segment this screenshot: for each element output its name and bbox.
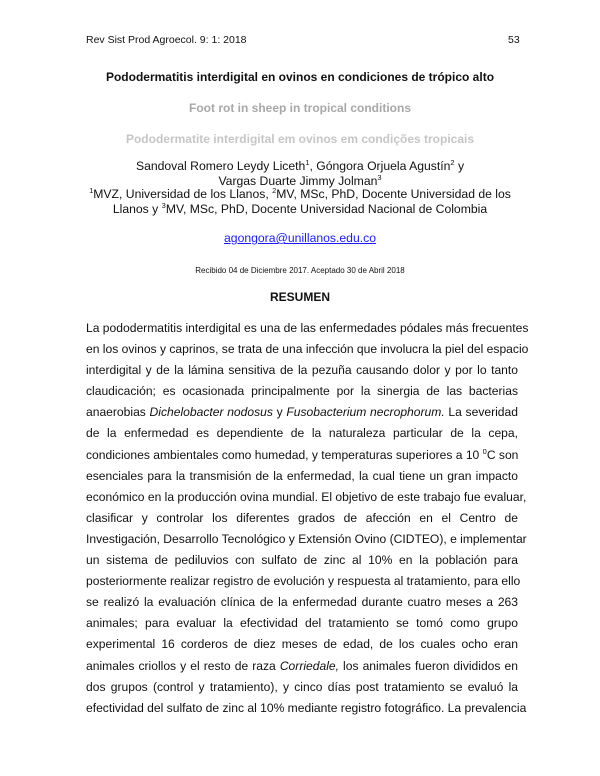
abstract-line: posteriormente realizar registro de evolución y respuesta al tratamiento, para ello bbox=[86, 574, 521, 589]
title-english: Foot rot in sheep in tropical conditions bbox=[189, 101, 411, 115]
email bbox=[60, 231, 540, 245]
abstract-line: animales; para evaluar la efectividad del tratamiento se tomó como grupo bbox=[86, 616, 518, 631]
section-title-resumen: RESUMEN bbox=[269, 290, 330, 304]
abstract-line: económico en la producción ovina mundial. El objetivo de este trabajo fue evaluar, bbox=[86, 489, 527, 504]
affiliations bbox=[60, 187, 540, 217]
abstract-line: esenciales para la transmisión de la enfermedad, la cual tiene un gran impacto bbox=[86, 468, 518, 483]
abstract-line: experimental 16 corderos de diez meses de edad, de los cuales ocho eran bbox=[86, 637, 518, 652]
author-1: Sandoval Romero Leydy Liceth bbox=[135, 159, 306, 173]
running-header-journal: Rev Sist Prod Agroecol. 9: 1: 2018 bbox=[86, 34, 247, 46]
abstract-line: de la enfermedad es dependiente de la naturaleza particular de la cepa, bbox=[86, 426, 518, 441]
affil-2-sup: 2 bbox=[272, 186, 277, 195]
abstract-body bbox=[86, 318, 529, 719]
abstract-line: efectividad del sulfato de zinc al 10% mediante registro fotográfico. La prevalencia bbox=[86, 700, 527, 715]
author-3-sup: 3 bbox=[377, 173, 382, 182]
authors bbox=[60, 159, 540, 189]
author-2-sup: 2 bbox=[450, 158, 455, 167]
title-spanish: Pododermatitis interdigital en ovinos en condiciones de trópico alto bbox=[105, 70, 495, 84]
abstract-line: anaerobias Dichelobacter nodosus y Fusobacterium necrophorum. La severidad bbox=[86, 405, 518, 420]
affil-2: MV, MSc, PhD, Docente Universidad de los bbox=[276, 187, 511, 201]
affil-1-sup: 1 bbox=[89, 186, 94, 195]
abstract-line: interdigital y de la lámina sensitiva de la pezuña causando dolor y por lo tanto bbox=[86, 363, 518, 378]
affil-1: MVZ, Universidad de los Llanos, bbox=[93, 187, 273, 201]
abstract-line: se realizó la evaluación clínica de la enfermedad durante cuatro meses a 263 bbox=[86, 595, 518, 610]
abstract-line: La pododermatitis interdigital es una de las enfermedades pódales más frecuentes bbox=[86, 321, 529, 335]
author-2: , Góngora Orjuela Agustín bbox=[309, 159, 451, 173]
abstract-line: en los ovinos y caprinos, se trata de una infección que involucra la piel del espacio bbox=[86, 342, 529, 357]
abstract-line: clasificar y controlar los diferentes grados de afección en el Centro de bbox=[86, 510, 518, 525]
page-number: 53 bbox=[508, 34, 520, 46]
abstract-line: claudicación; es ocasionada principalmente por la sinergia de las bacterias bbox=[86, 384, 518, 399]
affil-2-cont: Llanos y bbox=[112, 202, 162, 216]
received-accepted-dates: Recibido 04 de Diciembre 2017. Aceptado 30 de Abril 2018 bbox=[195, 266, 405, 275]
abstract-line: condiciones ambientales como humedad, y temperaturas superiores a 10 $^0$C son bbox=[86, 446, 519, 462]
author-3: Vargas Duarte Jimmy Jolman bbox=[218, 174, 378, 188]
abstract-line: dos grupos (control y tratamiento), y cinco días post tratamiento se evaluó la bbox=[86, 679, 518, 694]
email-link[interactable]: agongora@unillanos.edu.co bbox=[224, 231, 376, 245]
title-portuguese: Pododermatite interdigital em ovinos em condições tropicais bbox=[125, 132, 475, 146]
abstract-line: un sistema de pediluvios con sulfato de zinc al 10% en la población para bbox=[86, 553, 518, 568]
abstract-line: Investigación, Desarrollo Tecnológico y Extensión Ovino (CIDTEO), e implementar bbox=[86, 531, 527, 546]
affil-3: MV, MSc, PhD, Docente Universidad Nacional de Colombia bbox=[165, 202, 488, 216]
affil-3-sup: 3 bbox=[161, 201, 166, 210]
author-conjunction: y bbox=[454, 159, 465, 173]
abstract-line: animales criollos y el resto de raza Corriedale, los animales fueron divididos en bbox=[86, 658, 518, 673]
author-1-sup: 1 bbox=[305, 158, 310, 167]
